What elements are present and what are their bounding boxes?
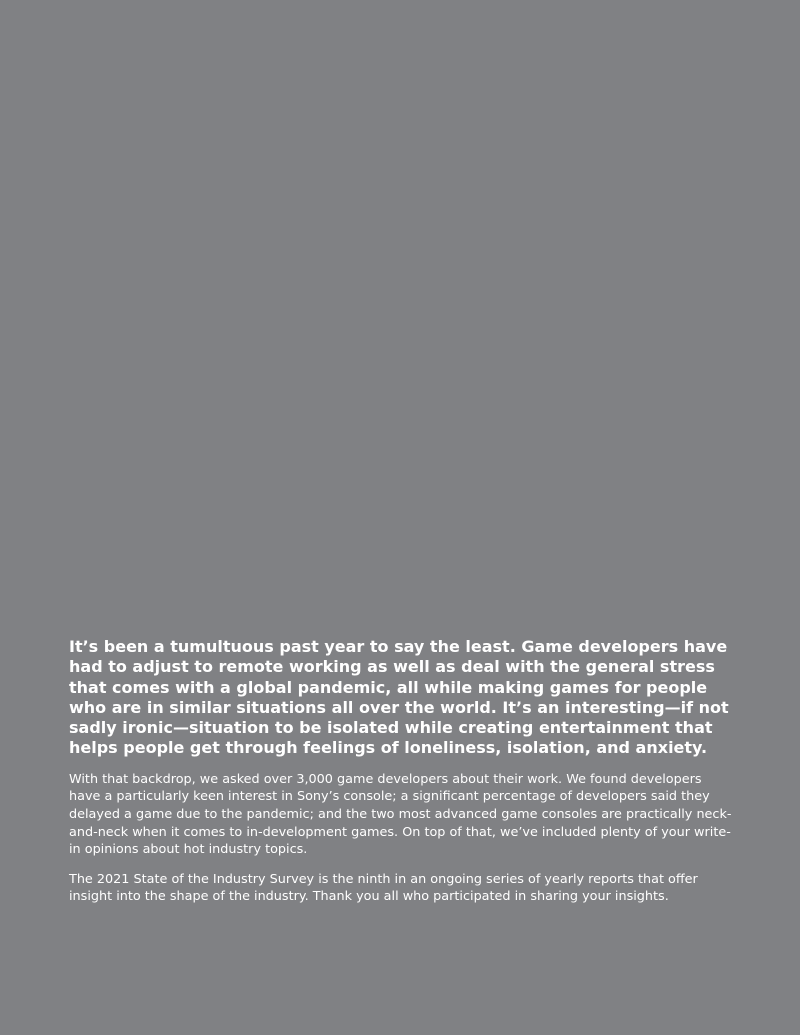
intro-section — [69, 637, 734, 918]
intro-paragraph-survey: With that backdrop, we asked over 3,000 game developers about their work. We found developers have a particularly keen interest in Sony’s console; a significant percentage of developers said they delayed a game due to the pandemic; and the two most advanced game consoles are practically neck-and-neck when it comes to in-development games. On top of that, we’ve included plenty of your write-in opinions about hot industry topics. — [69, 771, 732, 858]
intro-lead-paragraph: It’s been a tumultuous past year to say the least. Game developers have had to adjust to remote working as well as deal with the general stress that comes with a global pandemic, all while making games for people who are in similar situations all over the world. It’s an interesting—if not sadly ironic—situation to be isolated while creating entertainment that helps people get through feelings of loneliness, isolation, and anxiety. — [69, 637, 729, 758]
intro-paragraph-thanks: The 2021 State of the Industry Survey is the ninth in an ongoing series of yearly reports that offer insight into the shape of the industry. Thank you all who participated in sharing your insights. — [69, 871, 698, 905]
